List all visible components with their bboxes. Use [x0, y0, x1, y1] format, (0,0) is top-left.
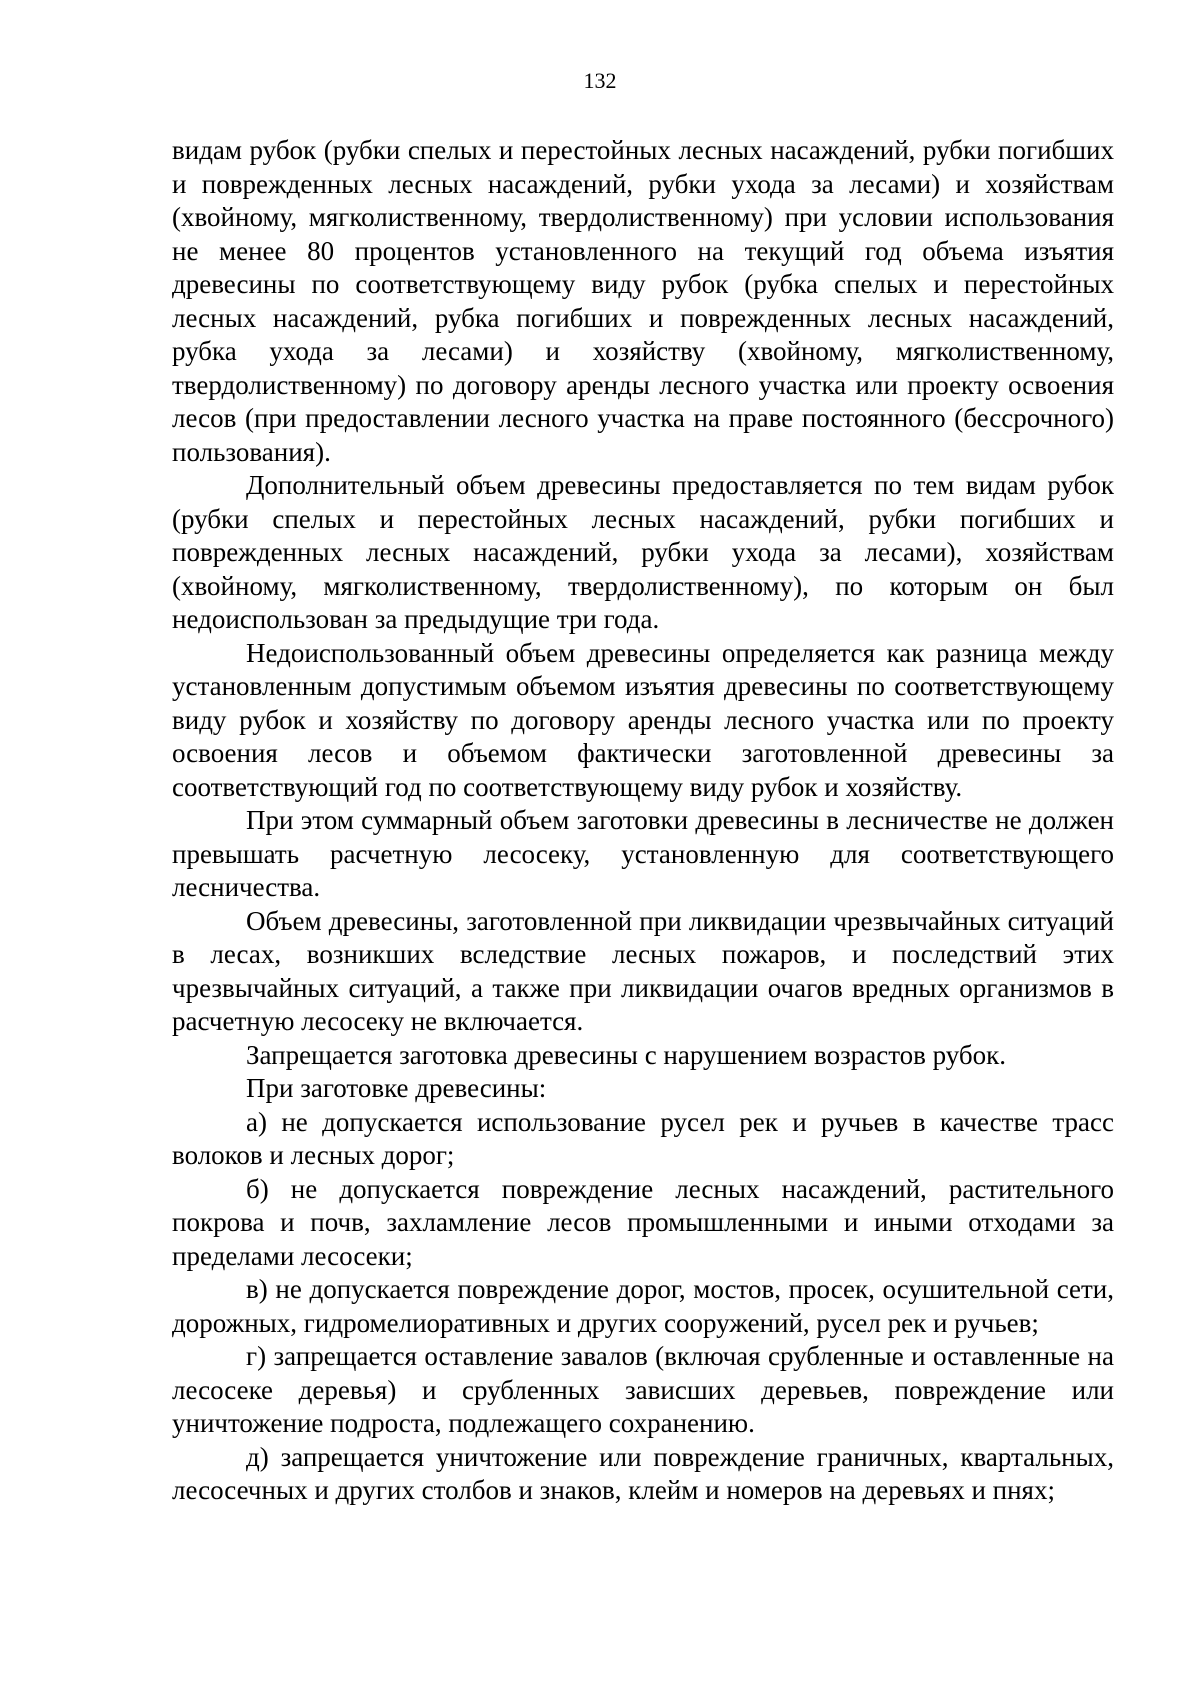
paragraph: При заготовке древесины:	[246, 1073, 547, 1103]
paragraph: Дополнительный объем древесины предоставляется по тем видам рубок (рубки спелых и перестойных лесных насаждений, рубки погибших и поврежденных лесных насаждений, рубки ухода за лесами), хозяйствам (хвойному, мягколиственному, твердолиственному), по которым он был недоиспользован за предыдущие три года.	[172, 470, 1114, 634]
paragraph: Объем древесины, заготовленной при ликвидации чрезвычайных ситуаций в лесах, возникших вследствие лесных пожаров, и последствий этих чрезвычайных ситуаций, а также при ликвидации очагов вредных организмов в расчетную лесосеку не включается.	[172, 905, 1114, 1036]
paragraph-continuation: видам рубок (рубки спелых и перестойных лесных насаждений, рубки погибших и поврежденных лесных насаждений, рубки ухода за лесами) и хозяйствам (хвойному, мягколиственному, твердолиственному) при условии использования не менее 80 процентов установленного на текущий год объема изъятия древесины по соответствующему виду рубок (рубка спелых и перестойных лесных насаждений, рубка погибших и поврежденных лесных насаждений, рубка ухода за лесами) и хозяйству (хвойному, мягколиственному, твердолиственному) по договору аренды лесного участка или проекту освоения лесов (при предоставлении лесного участка на праве постоянного (бессрочного) пользования).	[172, 135, 1114, 467]
paragraph: Запрещается заготовка древесины с нарушением возрастов рубок.	[246, 1039, 1007, 1070]
page-number: 132	[583, 68, 617, 93]
paragraph: Недоиспользованный объем древесины определяется как разница между установленным допустимым объемом изъятия древесины по соответствующему виду рубок и хозяйству по договору аренды лесного участка или по проекту освоения лесов и объемом фактически заготовленной древесины за соответствующий год по соответствующему виду рубок и хозяйству.	[172, 637, 1114, 802]
list-item: г) запрещается оставление завалов (включая срубленные и оставленные на лесосеке деревья) и срубленных зависших деревьев, повреждение или уничтожение подроста, подлежащего сохранению.	[172, 1341, 1114, 1438]
list-item: в) не допускается повреждение дорог, мостов, просек, осушительной сети, дорожных, гидромелиоративных и других сооружений, русел рек и ручьев;	[172, 1274, 1114, 1338]
list-item: а) не допускается использование русел рек и ручьев в качестве трасс волоков и лесных дорог;	[172, 1106, 1114, 1170]
paragraph: При этом суммарный объем заготовки древесины в лесничестве не должен превышать расчетную лесосеку, установленную для соответствующего лесничества.	[172, 805, 1114, 902]
document-body	[172, 134, 1114, 1508]
list-item: б) не допускается повреждение лесных насаждений, растительного покрова и почв, захламление лесов промышленными и иными отходами за пределами лесосеки;	[172, 1173, 1114, 1271]
list-item: д) запрещается уничтожение или повреждение граничных, квартальных, лесосечных и других столбов и знаков, клейм и номеров на деревьях и пнях;	[172, 1441, 1114, 1505]
